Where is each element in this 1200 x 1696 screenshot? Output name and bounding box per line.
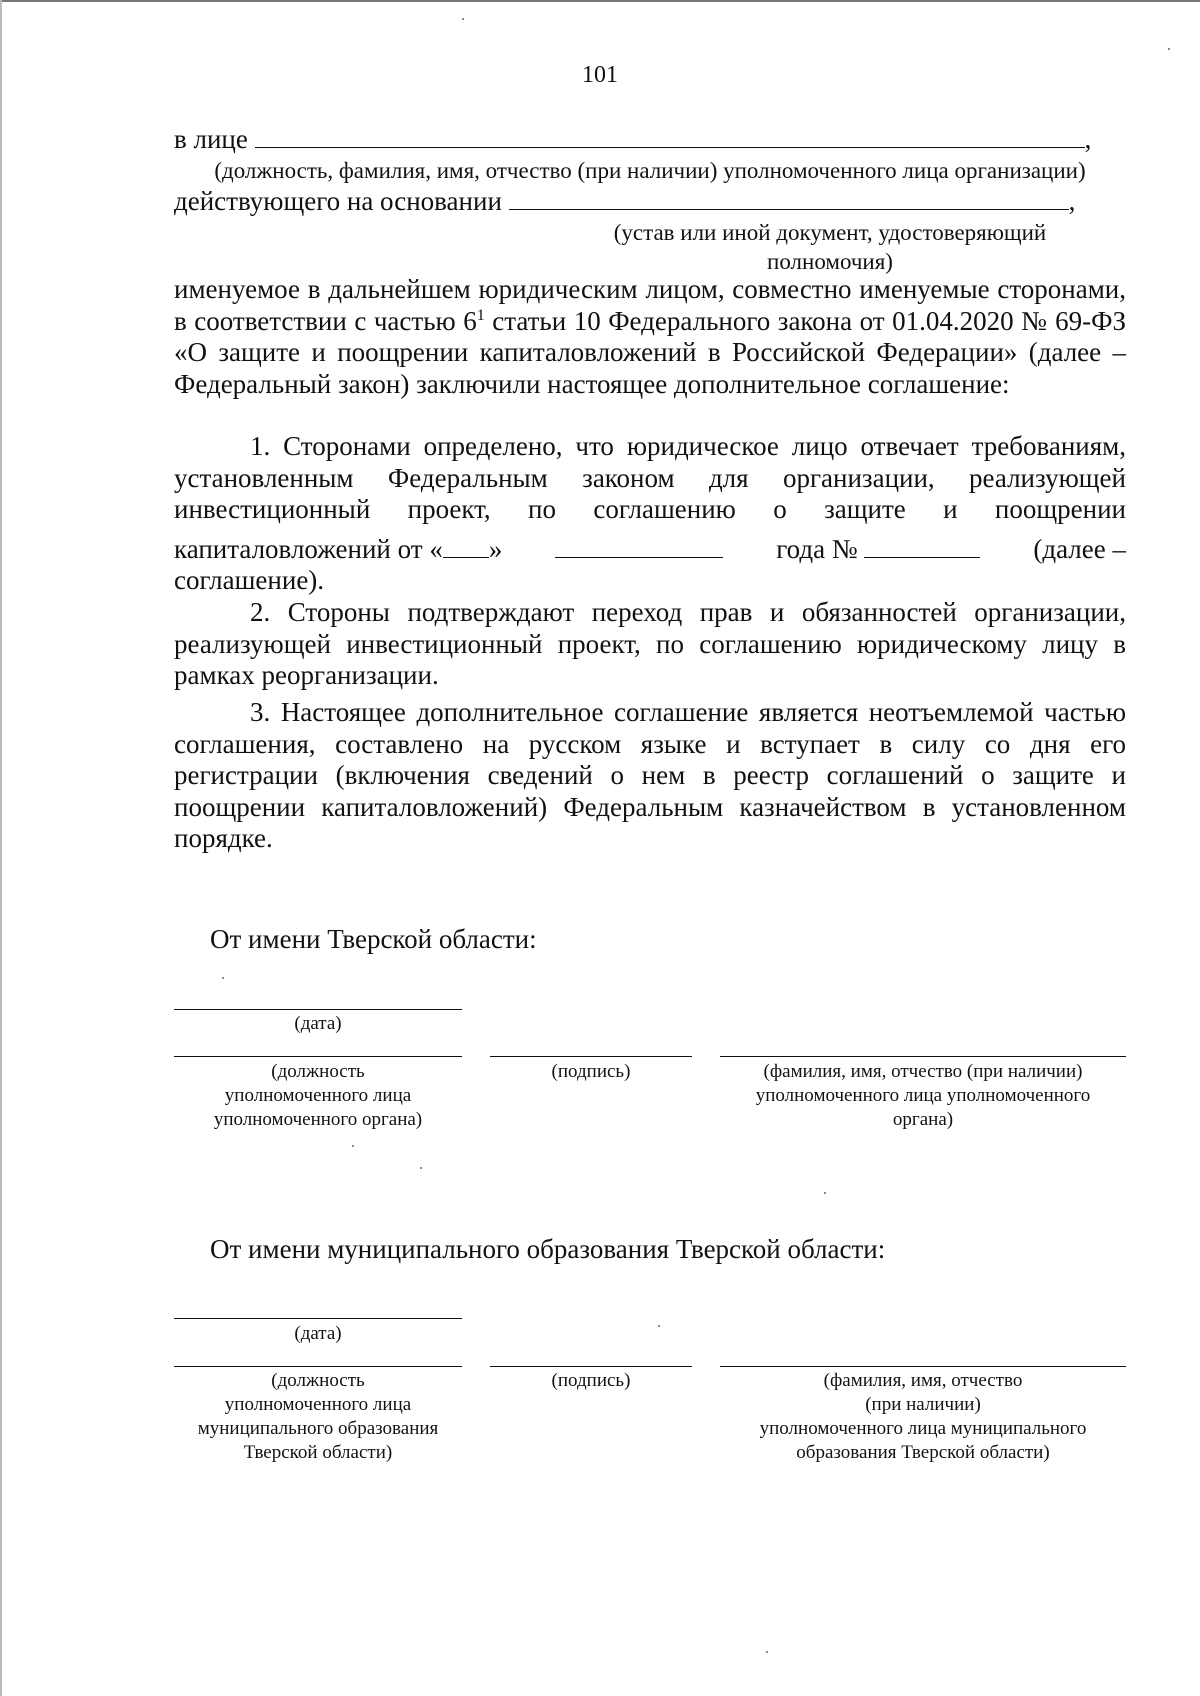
region-position-caption	[174, 1060, 462, 1132]
region-name-caption-line3: органа)	[892, 1109, 954, 1130]
scan-left-edge	[0, 0, 2, 1696]
acting-row	[174, 186, 1126, 218]
municipal-name-caption	[720, 1369, 1126, 1465]
municipal-position-caption	[174, 1369, 462, 1465]
clause1-line5: соглашение).	[174, 565, 325, 595]
region-position-caption-line1: (должность	[271, 1061, 365, 1082]
municipal-position-line	[174, 1366, 462, 1367]
clause1-month-blank	[555, 535, 723, 558]
municipal-name-line	[720, 1366, 1126, 1367]
municipal-name-caption-line1: (фамилия, имя, отчество	[823, 1370, 1023, 1391]
preamble-part2: статьи 10 Федерального закона от 01.04.2020 № 69-ФЗ «О защите и поощрении капиталовложений в Российской Федерации» (далее – Федеральный закон) заключили настоящее дополнительное соглашение:	[174, 305, 1126, 399]
clause2-paragraph: 2. Стороны подтверждают переход прав и обязанностей организации, реализующей инвестиционный проект, по соглашению юридическому лицу в рамках реорганизации.	[174, 597, 1126, 690]
scan-speck	[824, 1192, 826, 1194]
acting-comma: ,	[1068, 186, 1076, 216]
clause1-date-quote: »	[488, 534, 503, 564]
municipal-name-caption-line2: (при наличии)	[865, 1394, 981, 1415]
municipal-signature-caption: (подпись)	[551, 1370, 631, 1391]
in-person-caption: (должность, фамилия, имя, отчество (при наличии) уполномоченного лица организации)	[214, 158, 1086, 183]
acting-caption-line2: полномочия)	[767, 249, 893, 274]
in-person-prefix: в лице	[174, 124, 248, 154]
municipal-position-caption-line4: Тверской области)	[243, 1442, 393, 1463]
page-number: 101	[582, 62, 618, 88]
municipal-signature-line	[490, 1366, 692, 1367]
municipal-date-caption: (дата)	[294, 1323, 342, 1344]
clause1-hereinafter: (далее –	[1033, 534, 1126, 564]
scan-speck	[222, 977, 224, 979]
municipal-position-caption-line1: (должность	[271, 1370, 365, 1391]
acting-prefix: действующего на основании	[174, 186, 502, 216]
scan-speck	[462, 18, 464, 20]
in-person-row	[174, 124, 1126, 156]
preamble-part1: именуемое в дальнейшем юридическим лицом, совместно именуемые сторонами, в соответствии с частью 6	[174, 274, 1126, 336]
acting-blank	[509, 187, 1069, 210]
scan-speck	[766, 1651, 768, 1653]
municipal-date-line	[174, 1318, 462, 1319]
region-name-line	[720, 1056, 1126, 1057]
region-name-caption-line2: уполномоченного лица уполномоченного	[755, 1085, 1091, 1106]
preamble-paragraph	[174, 274, 1126, 400]
in-person-comma: ,	[1084, 124, 1092, 154]
region-position-line	[174, 1056, 462, 1057]
municipal-name-caption-line4: образования Тверской области)	[796, 1442, 1050, 1463]
scan-speck	[352, 1145, 354, 1147]
clause1-paragraph: 1. Сторонами определено, что юридическое лицо отвечает требованиям, установленным Федеральным законом для организации, реализующей инвестиционный проект, по соглашению о защите и поощрении	[174, 431, 1126, 524]
clause3-paragraph: 3. Настоящее дополнительное соглашение является неотъемлемой частью соглашения, составлено на русском языке и вступает в силу со дня его регистрации (включения сведений о нем в реестр соглашений о защите и поощрении капиталовложений) Федеральным казначейством в установленном порядке.	[174, 697, 1126, 853]
region-name-caption-line1: (фамилия, имя, отчество (при наличии)	[763, 1061, 1083, 1082]
municipal-position-caption-line2: уполномоченного лица	[224, 1394, 412, 1415]
scan-speck	[420, 1167, 422, 1169]
region-position-caption-line2: уполномоченного лица	[224, 1085, 412, 1106]
region-signature-title: От имени Тверской области:	[210, 924, 537, 954]
preamble-superscript: 1	[476, 306, 485, 324]
municipal-position-caption-line3: муниципального образования	[197, 1418, 439, 1439]
clause1-line4-number	[776, 534, 980, 565]
clause1-line4-start	[174, 534, 502, 565]
region-signature-line	[490, 1056, 692, 1057]
region-position-caption-line3: уполномоченного органа)	[213, 1109, 423, 1130]
clause1-year-number: года №	[776, 534, 858, 564]
region-name-caption	[720, 1060, 1126, 1132]
municipal-signature-title: От имени муниципального образования Тверской области:	[210, 1234, 886, 1264]
clause1-date-prefix: капиталовложений от «	[174, 534, 443, 564]
acting-caption	[560, 218, 1100, 276]
region-date-line	[174, 1009, 462, 1010]
in-person-blank	[255, 125, 1085, 148]
scan-speck	[658, 1325, 660, 1327]
acting-caption-line1: (устав или иной документ, удостоверяющий	[613, 220, 1047, 245]
clause1-day-blank	[443, 535, 489, 558]
clause1-number-blank	[864, 535, 980, 558]
scan-top-edge	[0, 0, 1200, 2]
region-signature-caption: (подпись)	[551, 1061, 631, 1082]
scan-speck	[1168, 48, 1170, 50]
clause1-line4	[174, 534, 1126, 566]
municipal-name-caption-line3: уполномоченного лица муниципального	[759, 1418, 1087, 1439]
region-date-caption: (дата)	[294, 1013, 342, 1034]
